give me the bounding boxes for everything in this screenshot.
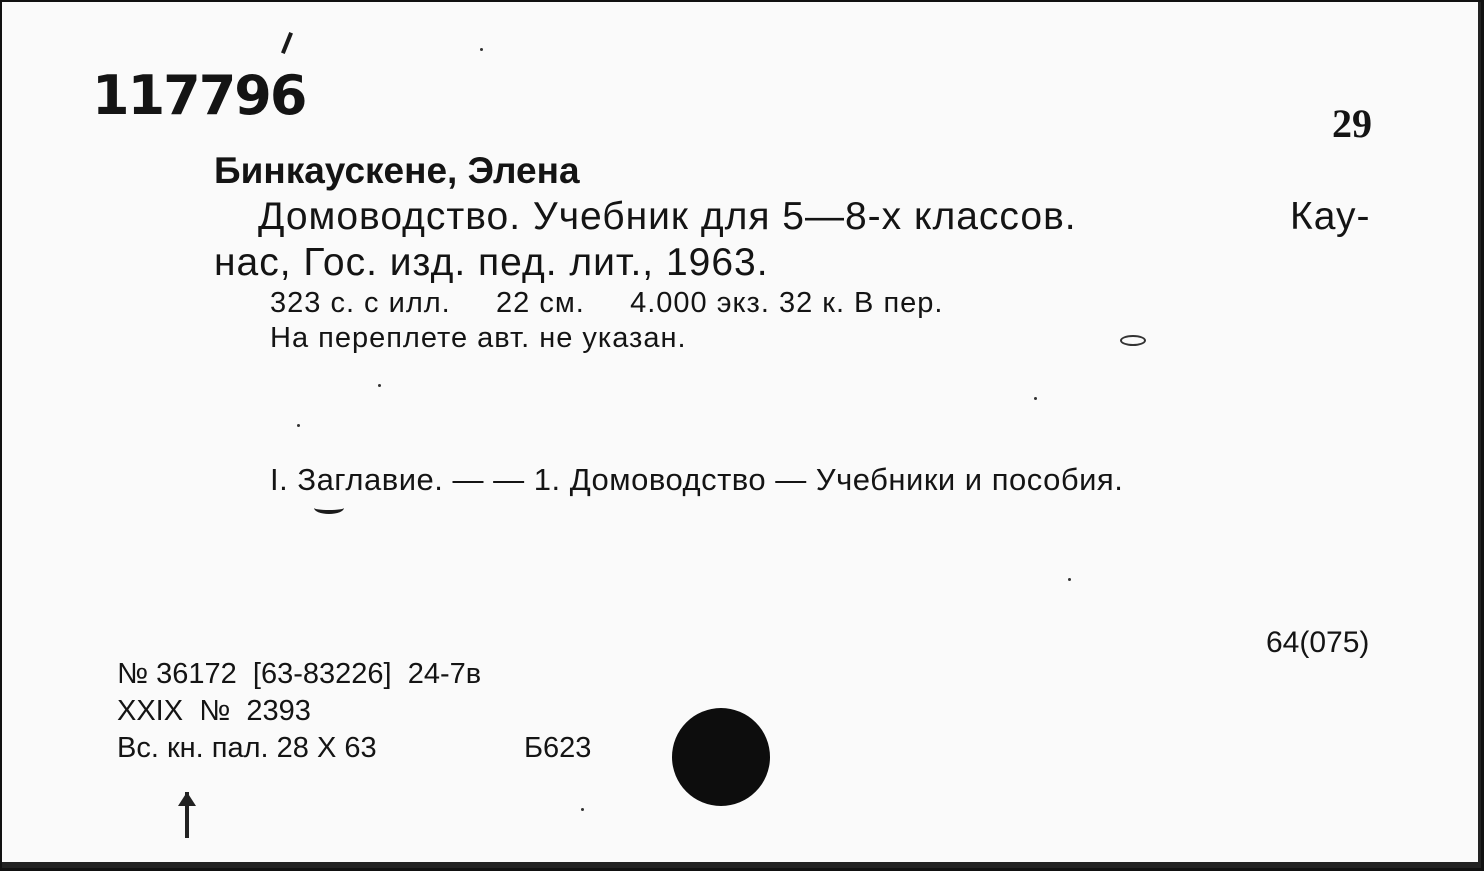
subject-tracing: I. Заглавие. — — 1. Домоводство — Учебники и пособия. — [270, 462, 1124, 497]
footer-line-2: XXIX № 2393 — [117, 695, 311, 727]
author-heading: Бинкаускене, Элена — [214, 150, 580, 191]
speck — [480, 48, 483, 51]
collation-line: 323 с. с илл. 22 см. 4.000 экз. 32 к. В пер. — [270, 287, 944, 319]
handwritten-tick-mark — [281, 32, 293, 54]
note-line: На переплете авт. не указан. — [270, 322, 687, 354]
title-line-1: Домоводство. Учебник для 5—8-х классов. — [258, 195, 1077, 238]
pencil-mark — [1120, 335, 1146, 346]
footer-line-1: № 36172 [63-83226] 24-7в — [117, 658, 482, 690]
speck — [378, 384, 381, 387]
classification-code: 64(075) — [1266, 626, 1370, 659]
handwritten-inventory-number: 117796 — [92, 64, 306, 127]
punch-hole — [672, 708, 770, 806]
title-line-2: нас, Гос. изд. пед. лит., 1963. — [214, 241, 769, 284]
arrow-head-mark — [178, 792, 196, 806]
catalog-card — [2, 2, 1481, 868]
speck — [297, 424, 300, 427]
handwritten-underline — [314, 502, 344, 514]
card-number: 29 — [1332, 101, 1372, 146]
speck — [1034, 397, 1037, 400]
speck — [1068, 578, 1071, 581]
footer-code: Б623 — [524, 732, 592, 764]
speck — [581, 808, 584, 811]
footer-line-3: Вс. кн. пал. 28 X 63 — [117, 732, 377, 764]
title-line-1-end: Кау- — [1290, 195, 1371, 238]
